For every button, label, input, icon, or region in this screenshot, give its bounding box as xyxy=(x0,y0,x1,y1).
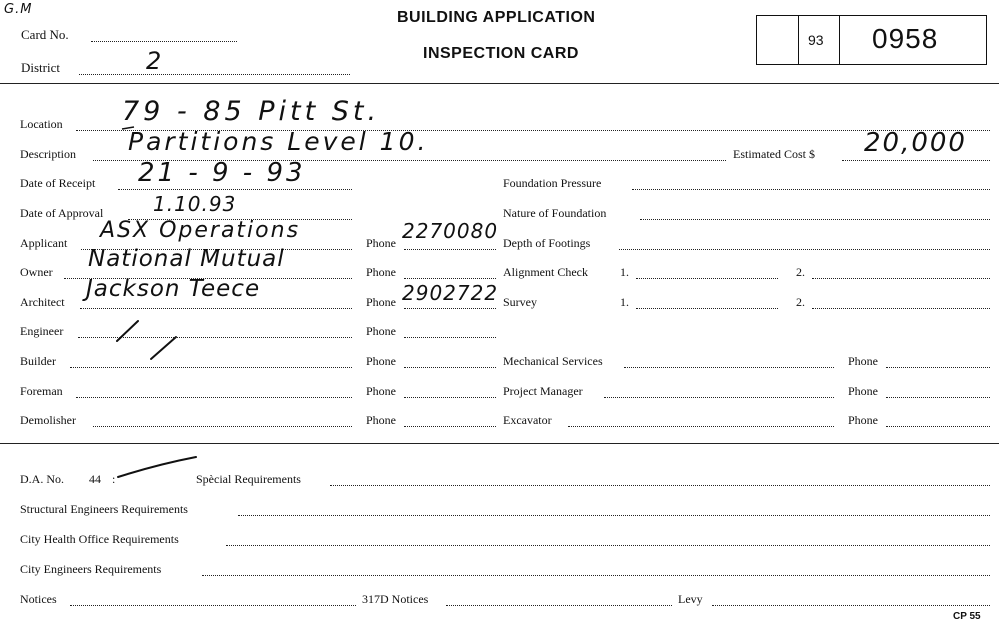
owner-value: National Mutual xyxy=(88,246,285,272)
title-line-1: BUILDING APPLICATION xyxy=(397,9,596,26)
da-no-colon: : xyxy=(112,472,116,486)
foundation-pressure-label: Foundation Pressure xyxy=(503,176,602,190)
location-value: 79 - 85 Pitt St. xyxy=(122,96,381,127)
special-requirements-field[interactable] xyxy=(330,485,990,486)
foreman-label: Foreman xyxy=(20,384,63,398)
architect-label: Architect xyxy=(20,295,65,309)
alignment-check-2-label: 2. xyxy=(796,265,805,279)
architect-phone-value: 2902722 xyxy=(402,281,499,305)
da-no-label: D.A. No. xyxy=(20,472,64,486)
foreman-phone-label: Phone xyxy=(366,384,396,398)
date-of-receipt-label: Date of Receipt xyxy=(20,176,96,190)
applicant-label: Applicant xyxy=(20,236,68,250)
demolisher-label: Demolisher xyxy=(20,413,76,427)
city-health-office-requirements-field[interactable] xyxy=(226,545,990,546)
estimated-cost-value: 20,000 xyxy=(864,128,967,158)
nature-of-foundation-label: Nature of Foundation xyxy=(503,206,607,220)
alignment-check-label: Alignment Check xyxy=(503,265,588,279)
notices-field[interactable] xyxy=(70,605,356,606)
architect-phone-label: Phone xyxy=(366,295,396,309)
mechanical-services-phone-label: Phone xyxy=(848,354,878,368)
initials-handwritten: G.M xyxy=(4,2,33,17)
city-engineers-requirements-field[interactable] xyxy=(202,575,990,576)
da-no-pen-stroke xyxy=(118,457,196,477)
project-manager-phone-label: Phone xyxy=(848,384,878,398)
engineer-label: Engineer xyxy=(20,324,64,338)
engineer-phone-label: Phone xyxy=(366,324,396,338)
levy-label: Levy xyxy=(678,592,703,606)
applicant-phone-label: Phone xyxy=(366,236,396,250)
alignment-check-1-label: 1. xyxy=(620,265,629,279)
engineer-slash-stroke xyxy=(117,321,138,341)
builder-slash-stroke xyxy=(151,337,176,359)
owner-phone-label: Phone xyxy=(366,265,396,279)
builder-phone-label: Phone xyxy=(366,354,396,368)
applicant-phone-value: 2270080 xyxy=(402,219,499,243)
estimated-cost-label: Estimated Cost $ xyxy=(733,147,815,161)
city-engineers-requirements-label: City Engineers Requirements xyxy=(20,562,162,576)
form-code: CP 55 xyxy=(953,611,981,622)
notices-317d-field[interactable] xyxy=(446,605,672,606)
card-no-label: Card No. xyxy=(21,27,69,42)
architect-value: Jackson Teece xyxy=(86,276,261,302)
builder-label: Builder xyxy=(20,354,56,368)
location-label: Location xyxy=(20,117,63,131)
da-no-value: 44 xyxy=(89,472,101,486)
owner-label: Owner xyxy=(20,265,53,279)
levy-field[interactable] xyxy=(712,605,990,606)
date-of-approval-value: 1.10.93 xyxy=(153,192,237,216)
location-underline-stroke xyxy=(122,127,134,129)
survey-2-label: 2. xyxy=(796,295,805,309)
city-health-office-requirements-label: City Health Office Requirements xyxy=(20,532,179,546)
notices-317d-label: 317D Notices xyxy=(362,592,429,606)
special-requirements-label: Spècial Requirements xyxy=(196,472,301,486)
district-value: 2 xyxy=(146,47,163,75)
excavator-label: Excavator xyxy=(503,413,552,427)
title-line-2: INSPECTION CARD xyxy=(423,45,579,62)
section-divider xyxy=(0,443,999,444)
district-label: District xyxy=(21,60,60,75)
project-manager-label: Project Manager xyxy=(503,384,583,398)
demolisher-phone-label: Phone xyxy=(366,413,396,427)
reference-prefix: 93 xyxy=(808,32,824,48)
notices-label: Notices xyxy=(20,592,57,606)
mechanical-services-label: Mechanical Services xyxy=(503,354,603,368)
excavator-phone-label: Phone xyxy=(848,413,878,427)
survey-1-label: 1. xyxy=(620,295,629,309)
date-of-approval-label: Date of Approval xyxy=(20,206,104,220)
description-label: Description xyxy=(20,147,76,161)
survey-label: Survey xyxy=(503,295,537,309)
applicant-value: ASX Operations xyxy=(100,218,301,243)
reference-number: 0958 xyxy=(872,23,939,54)
structural-engineers-requirements-field[interactable] xyxy=(238,515,990,516)
date-of-receipt-value: 21 - 9 - 93 xyxy=(138,158,306,188)
structural-engineers-requirements-label: Structural Engineers Requirements xyxy=(20,502,188,516)
description-value: Partitions Level 10. xyxy=(128,127,429,156)
depth-of-footings-label: Depth of Footings xyxy=(503,236,591,250)
